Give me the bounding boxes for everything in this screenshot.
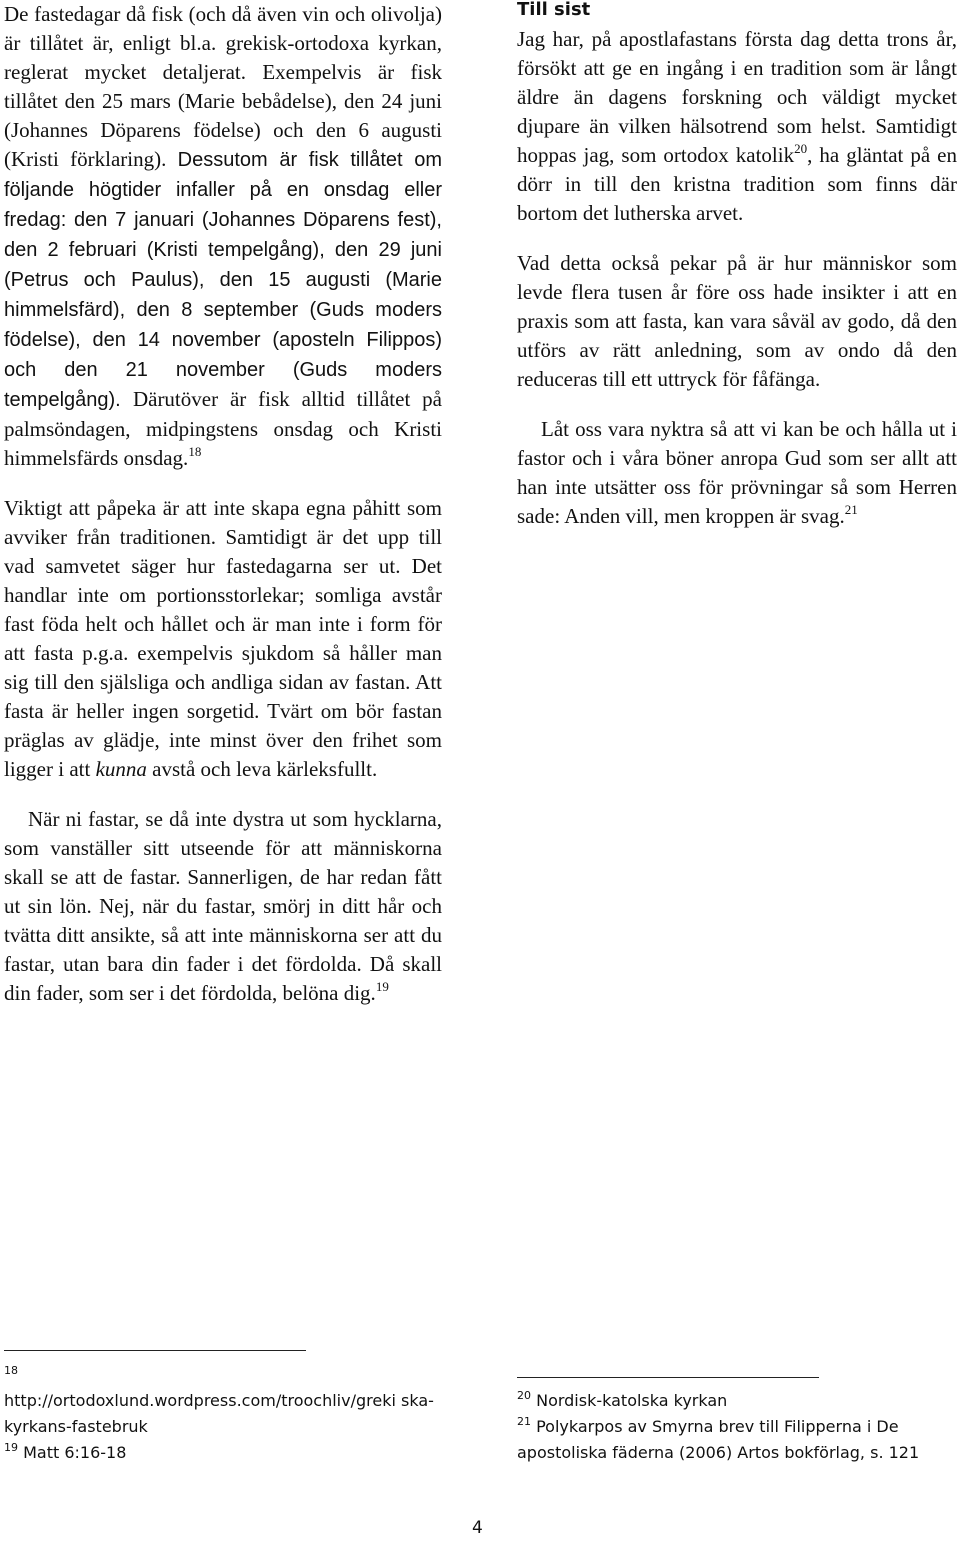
paragraph-text-sans: Dessutom är fisk tillåtet om följande högtider infaller på en onsdag eller fredag: den 7 januari (Johannes Döparens fest), den 2 februari (Kristi tempelgång), den 29 juni (Petrus och Paulus), den 15 augusti (Marie himmelsfärd), den 8 september (Guds moders födelse), den 14 november (aposteln Filippos) och den 21 november (Guds moders tempelgång). <box>4 149 442 411</box>
paragraph-text-serif: De fastedagar då fisk (och då även vin och olivolja) är tillåtet är, enligt bl.a. grekisk-ortodoxa kyrkan, reglerat mycket detaljerat. Exempelvis är fisk tillåtet den 25 mars (Marie bebådelse), den 24 juni (Johannes Döparens födelse) och den 6 augusti (Kristi förklaring). <box>4 2 442 171</box>
page-number: 4 <box>472 1518 483 1538</box>
footnote-number-18: 18 <box>4 1364 18 1377</box>
paragraph-text-tail: Därutöver är fisk alltid tillåtet på palmsöndagen, midpingstens onsdag och Kristi himmelsfärds onsdag. <box>4 387 443 470</box>
right-column <box>517 0 957 531</box>
footnote-ref-19[interactable]: 19 <box>375 979 389 994</box>
footnote-divider-left <box>4 1350 306 1351</box>
footnote-text: Nordisk-katolska kyrkan <box>536 1391 728 1410</box>
footnote-number-20: 20 <box>517 1389 531 1402</box>
left-column <box>4 0 442 1008</box>
footnote-divider-right <box>517 1377 819 1378</box>
paragraph-text-end: avstå och leva kärleksfullt. <box>146 757 378 781</box>
paragraph-text: Jag har, på apostlafastans första dag detta trons år, försökt att ge en ingång i en tradition som är långt äldre än dagens forskning och väldigt mycket djupare än vilken hälsotrend som helst. Samtidigt hoppas jag, som ortodox katolik <box>517 27 957 167</box>
fish-days-paragraph <box>4 0 442 473</box>
footnote-number-21: 21 <box>517 1415 531 1428</box>
footnote-21 <box>517 1414 947 1466</box>
paragraph-text: Viktigt att påpeka är att inte skapa egna påhitt som avviker från traditionen. Samtidigt är det upp till vad samvetet säger hur fastedagarna ser ut. Det handlar inte om portionsstorlekar; somliga avstår fast föda helt och hållet och är man inte i form för att fasta p.g.a. exempelvis sjukdom så håller man sig till den själsliga och andliga sidan av fastan. Att fasta är heller ingen sorgetid. Tvärt om bör fastan präglas av glädje, inte minst över den frihet som ligger i att <box>4 496 442 781</box>
closing-paragraph <box>517 25 957 228</box>
footnote-18[interactable]: http://ortodoxlund.wordpress.com/troochliv/greki ska-kyrkans-fastebruk <box>4 1391 434 1436</box>
polycarp-quote <box>517 415 957 531</box>
tradition-paragraph <box>4 494 442 784</box>
paragraph-text-end: , ha gläntat på en dörr in till den kristna tradition som finns där bortom det lutherska arvet. <box>517 143 958 225</box>
footnote-ref-18[interactable]: 18 <box>188 444 202 459</box>
footnotes-left <box>4 1364 444 1466</box>
footnote-text: Polykarpos av Smyrna brev till Filipperna i De apostoliska fäderna (2006) Artos bokförlag, s. 121 <box>517 1417 920 1462</box>
quote-text: När ni fastar, se då inte dystra ut som hycklarna, som vanställer sitt utseende för att människorna skall se att de fastar. Sannerligen, de har redan fått ut sin lön. Nej, när du fastar, smörj in ditt hår och tvätta ditt ansikte, så att inte människorna ser att du fastar, utan bara din fader i det fördolda. Då skall din fader, som ser i det fördolda, belöna dig. <box>4 807 442 1005</box>
footnote-text: Matt 6:16-18 <box>23 1443 127 1462</box>
footnote-ref-21[interactable]: 21 <box>844 502 858 517</box>
footnote-20 <box>517 1388 947 1414</box>
footnotes-right <box>517 1388 947 1466</box>
footnote-19 <box>4 1440 444 1466</box>
footnote-number-19: 19 <box>4 1441 18 1454</box>
reflection-paragraph: Vad detta också pekar på är hur människor som levde flera tusen år före oss hade insikter i att en praxis som att fasta, kan vara såväl av godo, då den utförs av rätt anledning, som av ondo då den reduceras till ett uttryck för fåfänga. <box>517 251 957 391</box>
section-heading: Till sist <box>517 0 591 20</box>
footnote-ref-20[interactable]: 20 <box>794 141 808 156</box>
quote-text: Låt oss vara nyktra så att vi kan be och hålla ut i fastor och i våra böner anropa Gud som ser allt att han inte utsätter oss för prövningar så som Herren sade: Anden vill, men kroppen är svag. <box>517 417 957 528</box>
bible-quote <box>4 805 442 1008</box>
emphasis-text: kunna <box>95 757 147 781</box>
